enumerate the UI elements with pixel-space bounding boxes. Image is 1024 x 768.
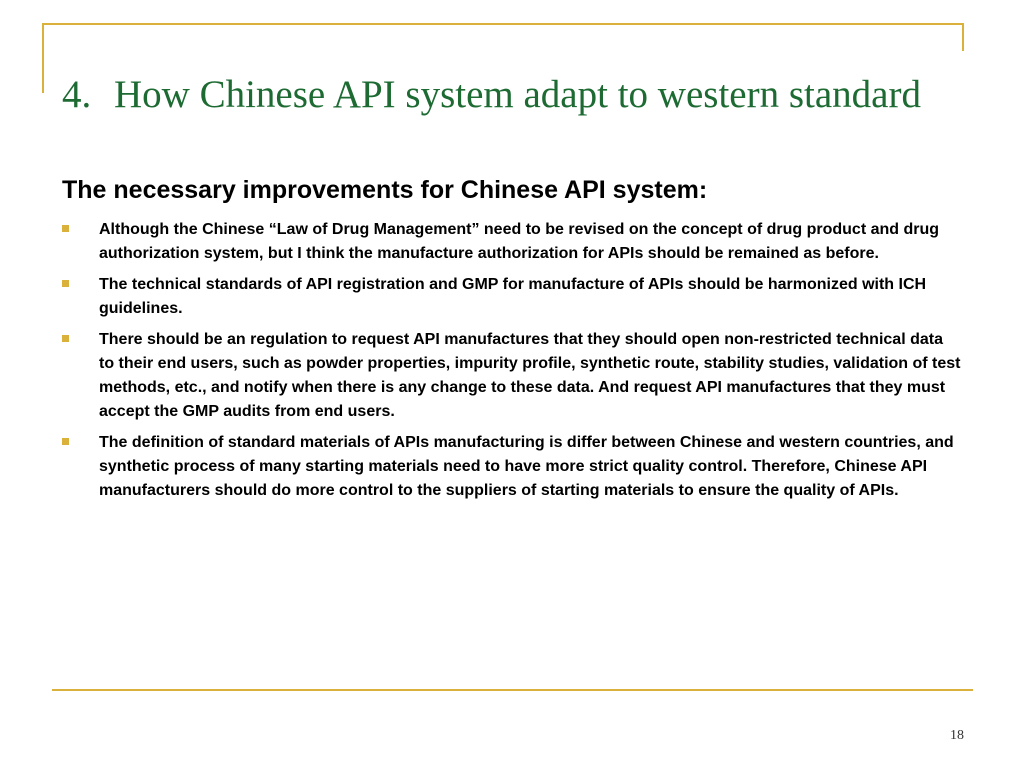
bullet-text: There should be an regulation to request API manufactures that they should open non-restricted technical data to their end users, such as powder properties, impurity profile, synthetic route, stability studies, validation of test methods, etc., and notify when there is any change to these data. And request API manufactures that they must accept the GMP audits from end users. xyxy=(99,331,961,420)
bullet-square-icon xyxy=(62,431,99,503)
title-number: 4. xyxy=(62,73,92,116)
bullet-text: The definition of standard materials of APIs manufacturing is differ between Chinese and western countries, and synthetic process of many starting materials need to have more strict quality control. Therefore, Chinese API manufacturers should do more control to the suppliers of starting materials to ensure the quality of APIs. xyxy=(99,434,954,499)
frame-top-line xyxy=(42,23,964,25)
bullet-item xyxy=(62,431,962,503)
title-text: How Chinese API system adapt to western standard xyxy=(114,73,921,116)
bullet-square-icon xyxy=(62,218,99,266)
frame-left-line xyxy=(42,23,44,93)
bullet-item xyxy=(62,273,962,321)
frame-bottom-line xyxy=(52,689,973,691)
bullet-item xyxy=(62,328,962,424)
slide-title xyxy=(62,72,962,118)
page-number: 18 xyxy=(950,728,964,743)
subheading: The necessary improvements for Chinese API system: xyxy=(62,176,708,204)
bullet-item xyxy=(62,218,962,266)
bullet-text: The technical standards of API registration and GMP for manufacture of APIs should be harmonized with ICH guidelines. xyxy=(99,276,927,317)
bullet-text: Although the Chinese “Law of Drug Management” need to be revised on the concept of drug product and drug authorization system, but I think the manufacture authorization for APIs should be remained as before. xyxy=(99,221,940,262)
bullet-square-icon xyxy=(62,328,99,424)
frame-right-line xyxy=(962,23,964,51)
bullet-list xyxy=(62,218,962,510)
bullet-square-icon xyxy=(62,273,99,321)
